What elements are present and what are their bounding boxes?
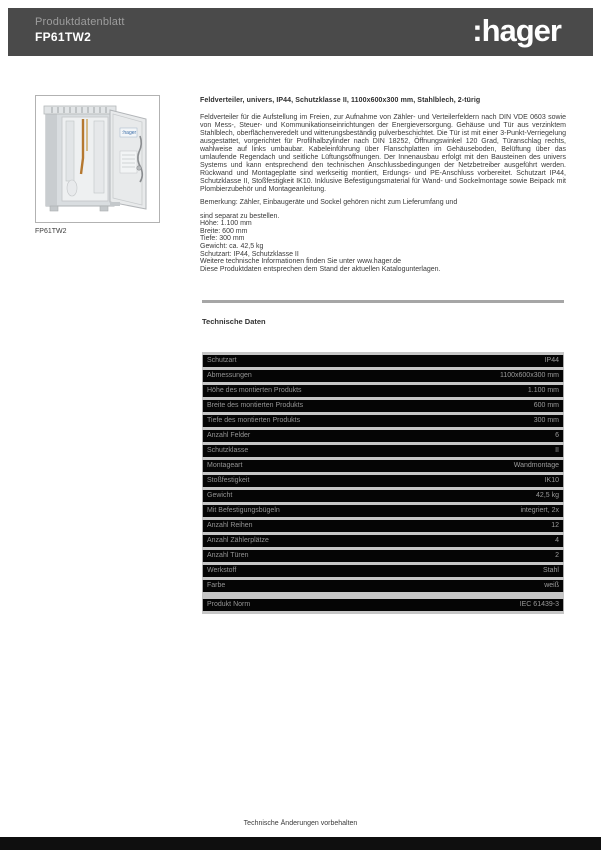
product-photo-frame (35, 95, 160, 223)
note-line: sind separat zu bestellen. (200, 212, 280, 220)
table-row (202, 385, 564, 397)
table-row (202, 490, 564, 502)
spec-value: integriert, 2x (520, 507, 559, 514)
footer-note: Technische Änderungen vorbehalten (243, 820, 358, 827)
spec-table (202, 352, 564, 614)
product-notes (200, 199, 566, 273)
spec-value: IEC 61439-3 (519, 601, 559, 608)
table-row (202, 415, 564, 427)
spec-value: 600 mm (533, 402, 559, 409)
table-row (202, 475, 564, 487)
table-row (202, 460, 564, 472)
note-line: Schutzart: IP44, Schutzklasse II (200, 250, 299, 258)
spec-label: Montageart (207, 462, 243, 469)
table-row (202, 445, 564, 457)
description-block (200, 97, 566, 273)
note-line: Weitere technische Informationen finden Sie unter www.hager.de (200, 258, 402, 266)
spec-label: Abmessungen (207, 372, 252, 379)
spec-label: Tiefe des montierten Produkts (207, 417, 301, 424)
spec-label: Höhe des montierten Produkts (207, 387, 302, 394)
spec-label: Stoßfestigkeit (207, 477, 250, 484)
product-code: FP61TW2 (35, 30, 92, 44)
spec-label: Anzahl Türen (207, 552, 249, 559)
spec-value: Stahl (543, 567, 559, 574)
doc-type-label: Produktdatenblatt (35, 16, 125, 28)
spec-label: Schutzart (207, 357, 237, 364)
header-band (8, 8, 593, 56)
spec-label: Mit Befestigungsbügeln (207, 507, 280, 514)
spec-label: Gewicht (207, 492, 233, 499)
spec-label: Anzahl Zählerplätze (207, 537, 269, 544)
spec-value: II (555, 447, 559, 454)
table-row (202, 505, 564, 517)
spec-label: Anzahl Reihen (207, 522, 253, 529)
table-row (202, 565, 564, 577)
table-row (202, 550, 564, 562)
hager-logo: :hager (472, 13, 561, 48)
spec-value: 300 mm (533, 417, 559, 424)
photo-caption: FP61TW2 (35, 228, 67, 235)
note-line: Tiefe: 300 mm (200, 235, 245, 243)
section-divider (202, 300, 564, 303)
note-line: Diese Produktdaten entsprechen dem Stand der aktuellen Katalogunterlagen. (200, 265, 441, 273)
product-title: Feldverteiler, univers, IP44, Schutzklasse II, 1100x600x300 mm, Stahlblech, 2-türig (200, 97, 481, 104)
spec-label: Anzahl Felder (207, 432, 251, 439)
product-description: Feldverteiler für die Aufstellung im Freien, zur Aufnahme von Zähler- und Verteilerfeldern nach DIN VDE 0603 sowie von Mess-, Steuer- und Kommunikationseinrichtungen der Energieversorgung. Gehäuse und Tür aus verzinktem Stahlblech, oberflächenveredelt und witterungsbeständig pulverbeschichtet. Die Tür ist mit einer 3-Punkt-Verriegelung ausgestattet, vorgerichtet für Profilhalbzylinder nach DIN 18252, Öffnungswinkel 120 Grad, Türanschlag rechts, wahlweise auf links umbaubar. Kabeleinführung über Flanschplatten im Gehäuseboden, Belüftung über das umlaufende Regendach und seitliche Lüftungsöffnungen. Der Innenausbau erfolgt mit den Bausteinen des univers Systems und kann entsprechend den technischen Anschlussbedingungen der Netzbetreiber ausgeführt werden. Rückwand und Montageplatte sind werkseitig montiert, Erdungs- und PE-Anschluss vorbereitet. Schutzart IP44, Schutzklasse II, Stoßfestigkeit IK10. Inklusive Befestigungsmaterial für Wand- und Sockelmontage sowie Beipack mit Plombierzubehör und Montageanleitung. (200, 114, 566, 193)
table-row (202, 599, 564, 611)
table-row (202, 355, 564, 367)
spec-value: 1100x600x300 mm (499, 372, 559, 379)
table-row (202, 520, 564, 532)
footer-bar (0, 837, 601, 850)
note-line: Höhe: 1.100 mm (200, 220, 252, 228)
spec-value: IP44 (544, 357, 559, 364)
spec-value: 1.100 mm (527, 387, 559, 394)
table-row (202, 535, 564, 547)
spec-value: weiß (544, 582, 559, 589)
table-row (202, 400, 564, 412)
spec-value: 4 (555, 537, 559, 544)
table-row (202, 430, 564, 442)
table-row (202, 580, 564, 592)
spec-value: 2 (555, 552, 559, 559)
note-line: Gewicht: ca. 42,5 kg (200, 242, 264, 250)
spec-value: Wandmontage (513, 462, 559, 469)
spec-value: IK10 (544, 477, 559, 484)
table-row (202, 370, 564, 382)
product-image (36, 96, 159, 222)
spec-value: 42,5 kg (536, 492, 559, 499)
spec-label: Breite des montierten Produkts (207, 402, 304, 409)
spec-label: Werkstoff (207, 567, 237, 574)
note-line: Bemerkung: Zähler, Einbaugeräte und Sockel gehören nicht zum Lieferumfang und (200, 199, 458, 206)
svg-text::hager: :hager (122, 130, 137, 136)
spec-label: Produkt Norm (207, 601, 251, 608)
spec-value: 6 (555, 432, 559, 439)
spec-label: Farbe (207, 582, 226, 589)
spec-value: 12 (551, 522, 559, 529)
section-heading: Technische Daten (202, 317, 266, 326)
spec-label: Schutzklasse (207, 447, 249, 454)
note-line: Breite: 600 mm (200, 227, 248, 235)
